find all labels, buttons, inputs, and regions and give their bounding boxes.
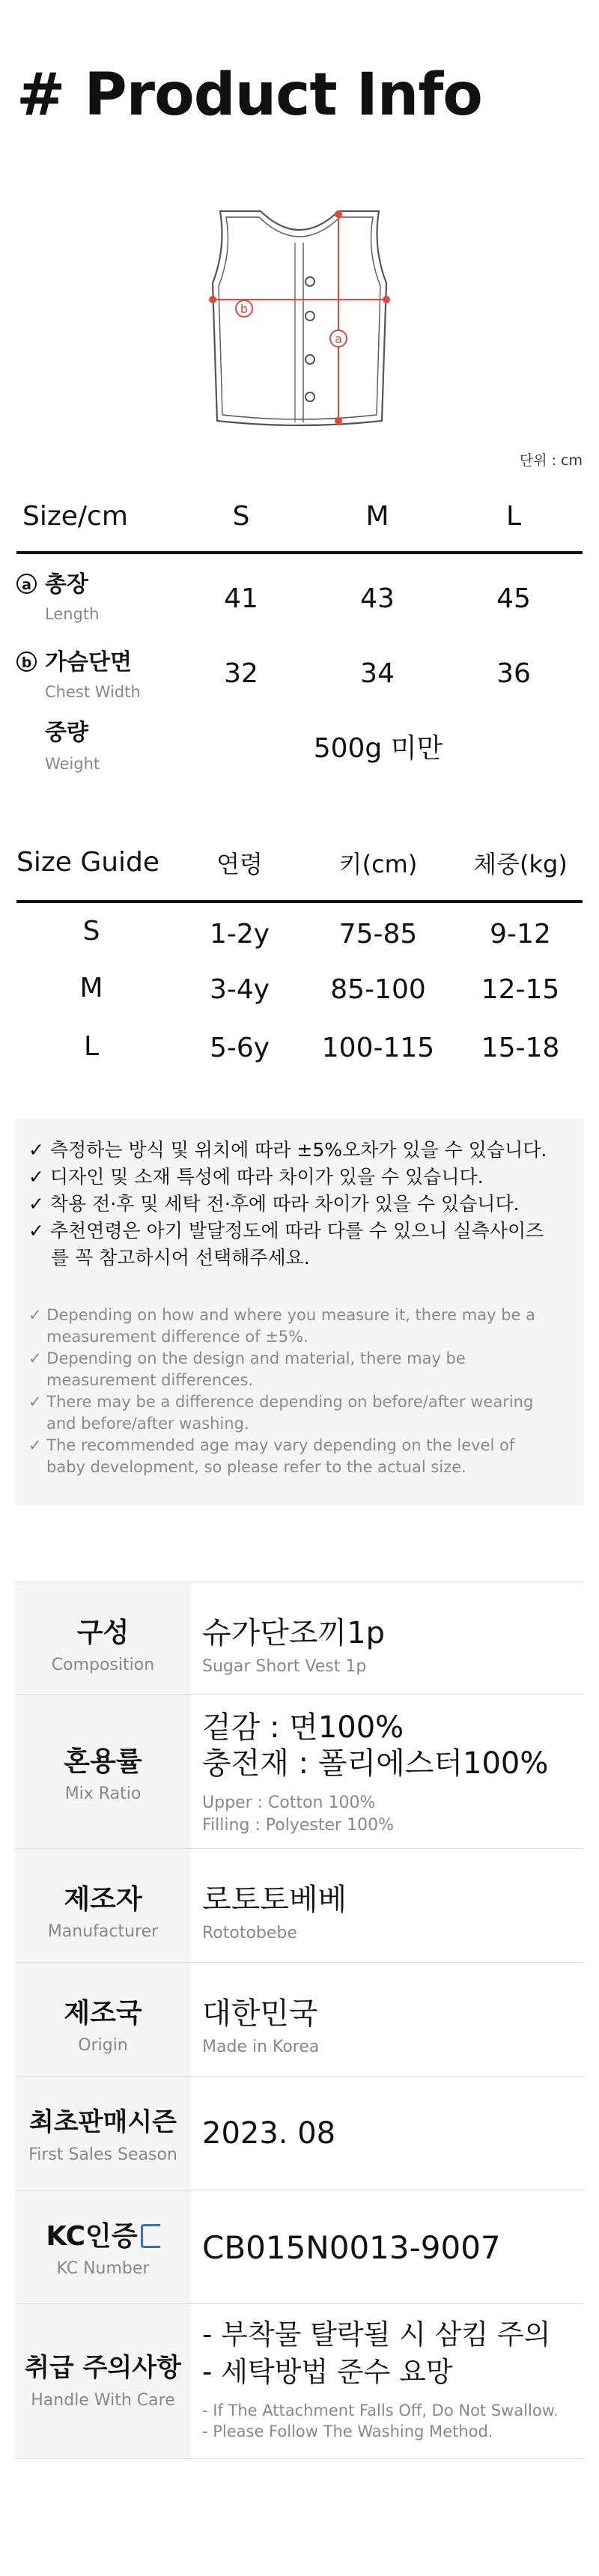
- size-header-l: L: [505, 501, 522, 532]
- badge-b: b: [16, 651, 37, 672]
- info-row-origin: [15, 1962, 584, 2077]
- size-row-chest: [16, 651, 37, 672]
- length-m: 43: [360, 583, 395, 614]
- size-guide-header-height: 키(cm): [338, 850, 418, 878]
- badge-a-marker: [330, 330, 347, 347]
- first-sales-label-en: First Sales Season: [28, 2145, 177, 2164]
- svg-text:a: a: [335, 332, 342, 346]
- length-label-en: Length: [45, 605, 100, 623]
- info-row-manufacturer: [15, 1848, 584, 1963]
- info-row-kc: [15, 2190, 584, 2304]
- note-ko-4-cont: 를 꼭 참고하시어 선택해주세요.: [51, 1247, 310, 1269]
- manufacturer-label: 제조자: [64, 1884, 142, 1915]
- guide-m-height: 85-100: [330, 974, 426, 1005]
- size-header-m: M: [365, 501, 389, 532]
- care-value-1: - 부착물 탈락될 시 삼킴 주의: [202, 2318, 551, 2351]
- mix-ratio-label: 혼용률: [64, 1746, 142, 1777]
- guide-s-age: 1-2y: [209, 919, 270, 950]
- mix-ratio-value-en-2: Filling : Polyester 100%: [202, 1816, 394, 1835]
- size-table-rule: [16, 551, 583, 554]
- page-title: # Product Info: [16, 61, 482, 129]
- composition-value: 슈가단조끼1p: [202, 1616, 386, 1650]
- note-en-2-cont: measurement differences.: [46, 1371, 254, 1389]
- guide-l-weight: 15-18: [481, 1033, 560, 1063]
- composition-label: 구성: [76, 1617, 130, 1648]
- length-l: 45: [496, 583, 531, 614]
- note-en-3-cont: and before/after washing.: [46, 1415, 249, 1433]
- mix-ratio-value-1: 겉감 : 면100%: [202, 1710, 404, 1745]
- notes-box: [15, 1119, 584, 1505]
- kc-label: [15, 2223, 191, 2250]
- vest-outline: [213, 211, 386, 425]
- note-en-4: ✓ The recommended age may vary depending on the level of: [28, 1436, 515, 1454]
- weight-label: 중량: [45, 720, 88, 746]
- note-en-1: ✓ Depending on how and where you measure it, there may be a: [28, 1306, 535, 1324]
- note-ko-4: ✓ 추천연령은 아기 발달정도에 따라 다를 수 있으니 실측사이즈: [28, 1220, 544, 1242]
- care-label-en: Handle With Care: [31, 2391, 175, 2410]
- measure-lines: [213, 217, 386, 421]
- size-guide-header-age: 연령: [216, 850, 263, 878]
- size-guide-header-weight: 체중(kg): [473, 850, 568, 878]
- vest-inner-outline: [219, 217, 380, 419]
- note-ko-3: ✓ 착용 전·후 및 세탁 전·후에 따라 차이가 있을 수 있습니다.: [28, 1193, 520, 1215]
- chest-label-en: Chest Width: [45, 683, 141, 701]
- info-row-mix-ratio: [15, 1694, 584, 1849]
- size-header-s: S: [232, 501, 250, 532]
- chest-m: 34: [360, 658, 395, 689]
- guide-l-size: L: [83, 1031, 100, 1062]
- svg-text:b: b: [240, 302, 249, 316]
- manufacturer-label-en: Manufacturer: [47, 1922, 159, 1941]
- note-en-1-cont: measurement difference of ±5%.: [46, 1328, 308, 1346]
- care-label: 취급 주의사항: [25, 2353, 181, 2383]
- guide-m-weight: 12-15: [481, 974, 560, 1005]
- size-table-header-label: Size/cm: [22, 501, 128, 532]
- care-value-2: - 세탁방법 준수 요망: [202, 2356, 453, 2388]
- kc-label-en: KC Number: [56, 2259, 150, 2278]
- size-guide-title: Size Guide: [16, 847, 160, 878]
- length-s: 41: [224, 583, 258, 614]
- first-sales-label: 최초판매시즌: [28, 2107, 177, 2137]
- kc-value: CB015N0013-9007: [202, 2229, 501, 2266]
- origin-value: 대한민국: [202, 1996, 318, 2031]
- guide-s-size: S: [82, 916, 100, 947]
- size-guide-rule: [16, 900, 583, 903]
- first-sales-value: 2023. 08: [202, 2116, 336, 2151]
- info-row-first-sales: [15, 2076, 584, 2190]
- mix-ratio-value-2: 충전재 : 폴리에스터100%: [202, 1746, 549, 1781]
- care-value-en-2: - Please Follow The Washing Method.: [202, 2422, 493, 2440]
- origin-label-en: Origin: [78, 2036, 128, 2055]
- note-ko-1: ✓ 측정하는 방식 및 위치에 따라 ±5%오차가 있을 수 있습니다.: [28, 1139, 547, 1161]
- weight-value: 500g 미만: [313, 733, 443, 764]
- chest-l: 36: [496, 658, 531, 689]
- unit-label: 단위 : cm: [519, 452, 583, 469]
- weight-label-en: Weight: [45, 755, 100, 773]
- badge-b-marker: [236, 300, 252, 317]
- composition-label-en: Composition: [51, 1656, 155, 1674]
- guide-s-weight: 9-12: [490, 919, 551, 950]
- vest-buttons: [305, 277, 314, 401]
- guide-s-height: 75-85: [338, 919, 418, 950]
- mix-ratio-label-en: Mix Ratio: [64, 1784, 142, 1803]
- guide-m-size: M: [79, 973, 103, 1003]
- note-en-2: ✓ Depending on the design and material, there may be: [28, 1349, 466, 1367]
- origin-value-en: Made in Korea: [202, 2038, 320, 2056]
- info-row-care: [15, 2303, 584, 2459]
- note-en-4-cont: baby development, so please refer to the actual size.: [46, 1458, 466, 1476]
- kc-label-text: KC인증: [46, 2221, 138, 2252]
- guide-m-age: 3-4y: [209, 974, 270, 1005]
- manufacturer-value: 로토토베베: [202, 1883, 347, 1917]
- badge-a: a: [16, 574, 37, 594]
- kc-mark-icon: [141, 2224, 160, 2248]
- vest-diagram: [202, 204, 397, 443]
- guide-l-age: 5-6y: [209, 1033, 270, 1063]
- chest-label: 가슴단면: [45, 649, 132, 675]
- chest-s: 32: [224, 658, 258, 689]
- note-en-3: ✓ There may be a difference depending on before/after wearing: [28, 1393, 534, 1411]
- measure-points: [209, 210, 390, 425]
- length-label: 총장: [45, 571, 88, 598]
- origin-label: 제조국: [64, 1998, 142, 2029]
- size-row-length: [16, 574, 37, 594]
- info-row-composition: [15, 1582, 584, 1695]
- manufacturer-value-en: Rototobebe: [202, 1924, 297, 1942]
- mix-ratio-value-en-1: Upper : Cotton 100%: [202, 1793, 376, 1812]
- care-value-en-1: - If The Attachment Falls Off, Do Not Swallow.: [202, 2402, 559, 2419]
- composition-value-en: Sugar Short Vest 1p: [202, 1657, 367, 1676]
- guide-l-height: 100-115: [321, 1033, 435, 1063]
- note-ko-2: ✓ 디자인 및 소재 특성에 따라 차이가 있을 수 있습니다.: [28, 1166, 484, 1188]
